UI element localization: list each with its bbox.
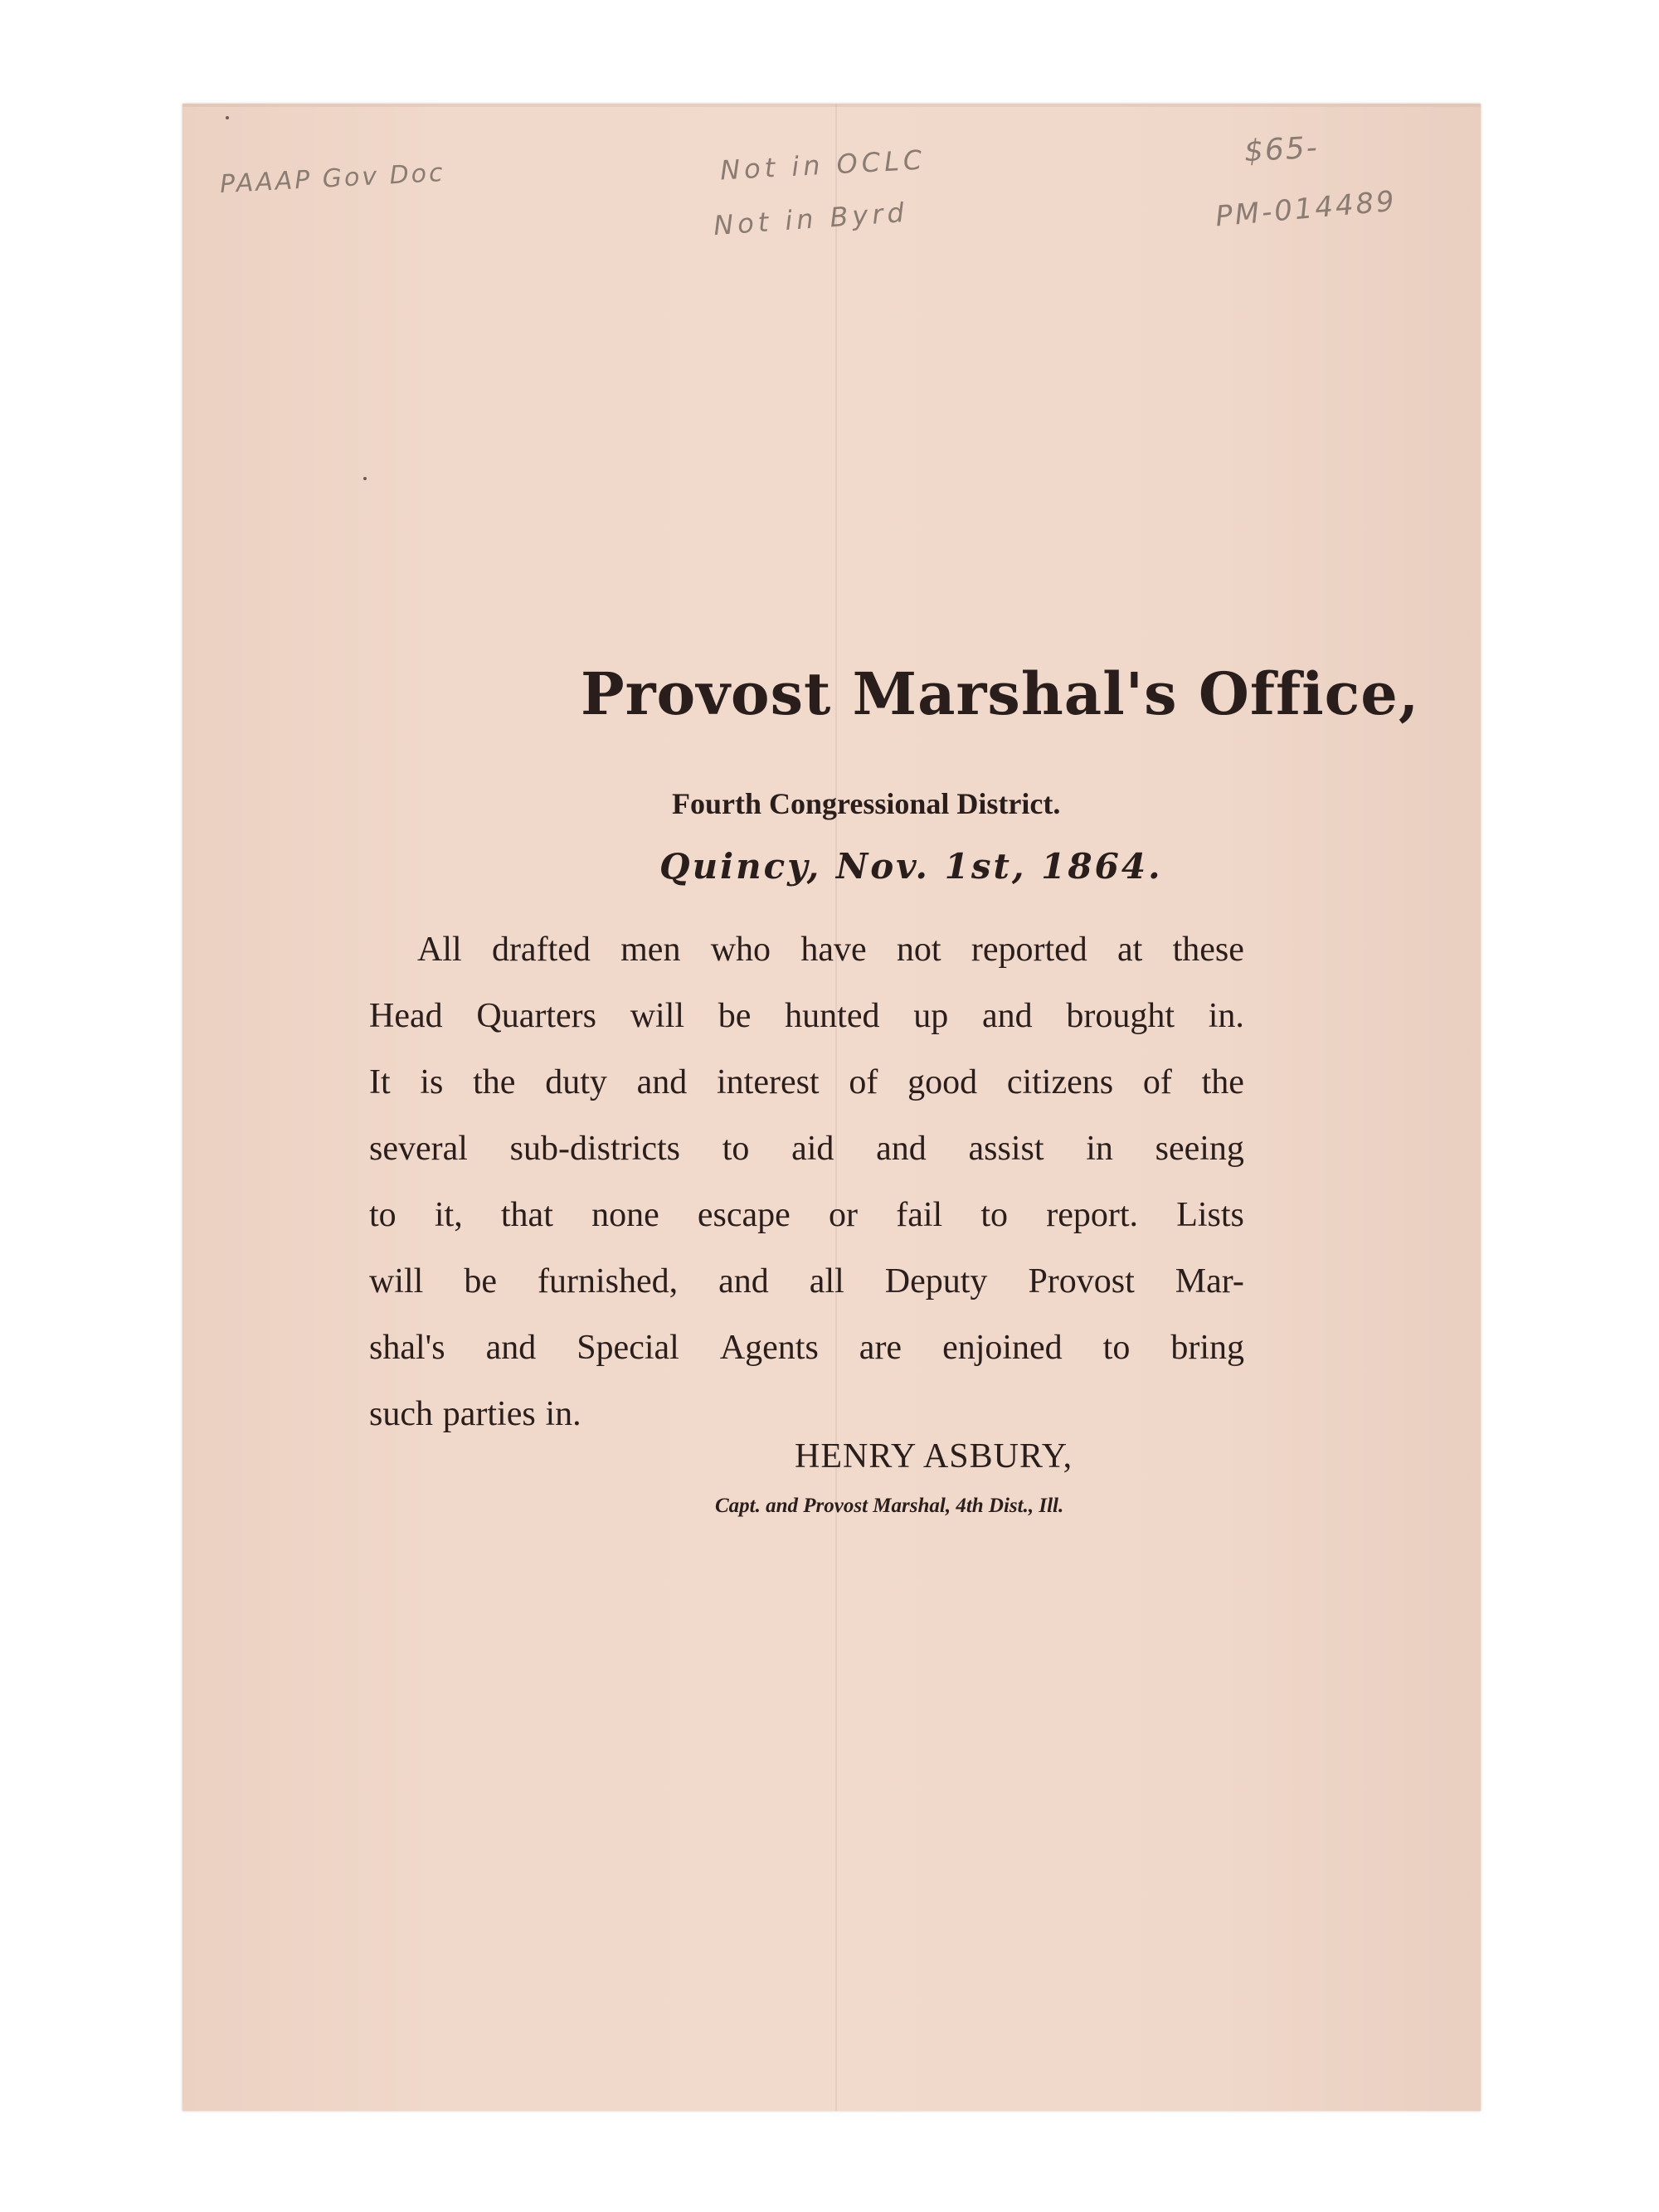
notice-word: hunted <box>785 997 880 1035</box>
notice-word: who <box>710 931 771 969</box>
notice-word: Deputy <box>884 1262 988 1300</box>
notice-word: and <box>718 1262 769 1300</box>
notice-word: will <box>369 1262 424 1300</box>
pencil-note-price: $65- <box>1243 130 1320 169</box>
dateline: Quincy, Nov. 1st, 1864. <box>659 846 1163 887</box>
notice-word: bring <box>1170 1329 1244 1367</box>
notice-word: drafted <box>491 931 591 969</box>
notice-word: Head <box>369 997 443 1035</box>
notice-word: several <box>369 1130 468 1168</box>
notice-word: Special <box>577 1329 679 1367</box>
notice-word: such <box>369 1395 433 1433</box>
notice-word: All <box>417 931 462 969</box>
notice-word: in <box>1086 1130 1113 1168</box>
notice-word: the <box>473 1063 516 1101</box>
notice-word: are <box>859 1329 902 1367</box>
pencil-note-byrd: Not in Byrd <box>712 196 909 242</box>
notice-word: seeing <box>1155 1130 1244 1168</box>
notice-line <box>369 916 1244 983</box>
notice-word: or <box>829 1196 859 1234</box>
notice-word: aid <box>791 1130 834 1168</box>
notice-word: and <box>981 997 1033 1035</box>
notice-word: it, <box>434 1196 463 1234</box>
pencil-note-top-left: PAAAP Gov Doc <box>219 158 446 200</box>
notice-word: have <box>800 931 867 969</box>
notice-word: not <box>896 931 941 969</box>
notice-word: men <box>620 931 681 969</box>
signature-name: HENRY ASBURY, <box>795 1437 1073 1475</box>
notice-line <box>369 1182 1244 1248</box>
notice-word: of <box>1142 1063 1172 1101</box>
district-heading: Fourth Congressional District. <box>672 787 1061 820</box>
notice-word: escape <box>697 1196 791 1234</box>
notice-word: brought <box>1066 997 1175 1035</box>
notice-word: to <box>1102 1329 1131 1367</box>
notice-word: all <box>809 1262 844 1300</box>
notice-word: to <box>980 1196 1009 1234</box>
notice-word: will <box>630 997 685 1035</box>
notice-word: of <box>849 1063 878 1101</box>
notice-word: the <box>1201 1063 1244 1101</box>
notice-word: furnished, <box>538 1262 679 1300</box>
notice-word: reported <box>971 931 1087 969</box>
notice-word: Provost <box>1028 1262 1135 1300</box>
ink-speck <box>226 116 229 119</box>
notice-line <box>369 1116 1244 1182</box>
notice-word: sub-districts <box>509 1130 680 1168</box>
notice-word: citizens <box>1006 1063 1114 1101</box>
notice-word: Agents <box>719 1329 819 1367</box>
notice-word: good <box>907 1063 978 1101</box>
signature-title: Capt. and Provost Marshal, 4th Dist., Ill. <box>715 1495 1064 1517</box>
notice-word: in. <box>545 1395 581 1433</box>
notice-word: up <box>913 997 949 1035</box>
notice-word: to <box>369 1196 397 1234</box>
notice-word: that <box>500 1196 553 1234</box>
notice-line <box>369 983 1244 1049</box>
office-title: Provost Marshal's Office, <box>581 659 1420 728</box>
pencil-note-inventory-code: PM-014489 <box>1214 184 1399 234</box>
notice-word: and <box>485 1329 537 1367</box>
notice-word: none <box>591 1196 659 1234</box>
notice-word: duty <box>545 1063 607 1101</box>
notice-word: assist <box>968 1130 1044 1168</box>
notice-word: be <box>464 1262 497 1300</box>
notice-word: these <box>1172 931 1244 969</box>
notice-word: in. <box>1208 997 1244 1035</box>
notice-word: shal's <box>369 1329 445 1367</box>
notice-word: is <box>420 1063 444 1101</box>
notice-word: to <box>722 1130 750 1168</box>
notice-word: and <box>876 1130 927 1168</box>
notice-line <box>369 1248 1244 1315</box>
notice-word: fail <box>896 1196 943 1234</box>
notice-word: Mar- <box>1175 1262 1244 1300</box>
pencil-note-oclc: Not in OCLC <box>719 143 927 187</box>
notice-body <box>369 916 1244 1447</box>
notice-line <box>369 1315 1244 1381</box>
notice-word: report. <box>1046 1196 1139 1234</box>
notice-word: be <box>718 997 752 1035</box>
notice-word: Lists <box>1176 1196 1244 1234</box>
notice-word: interest <box>716 1063 820 1101</box>
notice-word: Quarters <box>476 997 596 1035</box>
ink-speck <box>363 477 367 480</box>
notice-word: at <box>1117 931 1143 969</box>
notice-line <box>369 1049 1244 1116</box>
notice-word: parties <box>442 1395 536 1433</box>
notice-word: enjoined <box>942 1329 1063 1367</box>
notice-word: It <box>369 1063 391 1101</box>
notice-word: and <box>636 1063 688 1101</box>
